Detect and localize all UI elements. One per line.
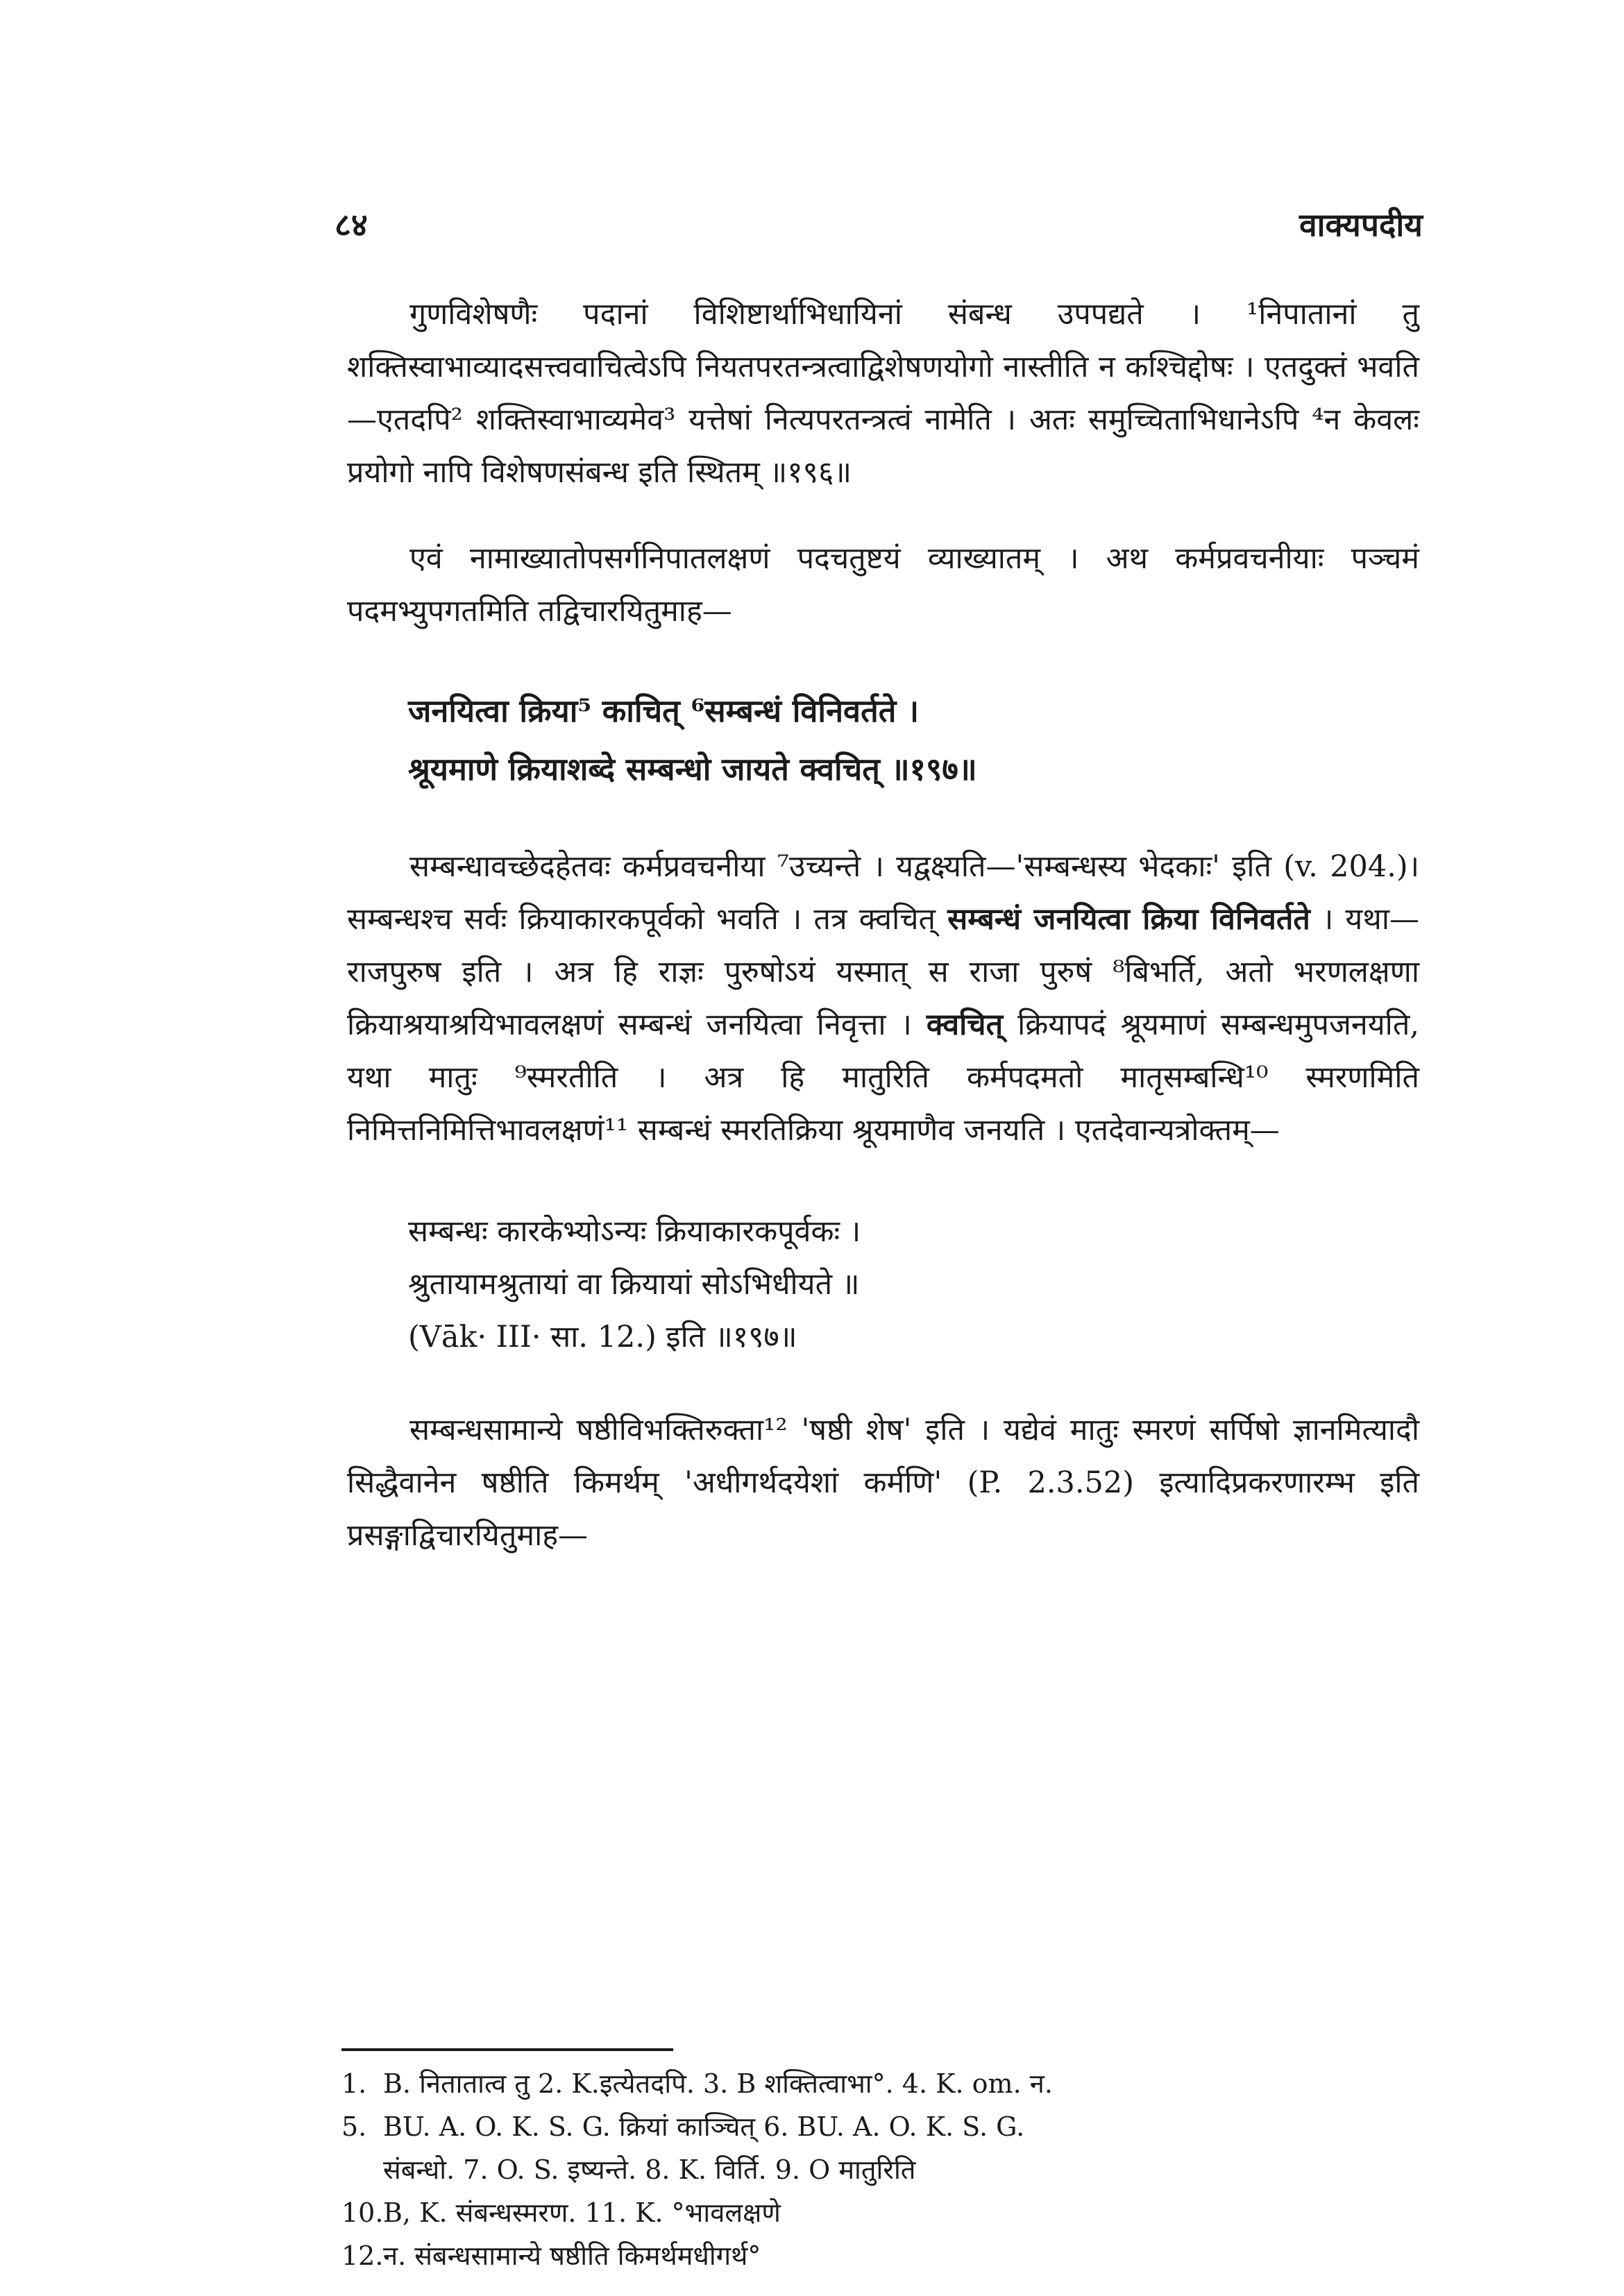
footnote-text: न. संबन्धसामान्ये षष्ठीति किमर्थमधीगर्थ°	[383, 2240, 761, 2271]
footnote-line	[341, 2234, 1424, 2277]
bold-quote: सम्बन्धं जनयित्वा क्रिया विनिवर्तते	[947, 902, 1310, 937]
footnote-text: संबन्धो. 7. O. S. इष्यन्ते. 8. K. विर्ति. 9. O मातुरिति	[383, 2154, 916, 2185]
footnote-line	[341, 2191, 1424, 2234]
running-title: वाक्यपदीय	[1299, 206, 1423, 244]
footnote-line	[341, 2148, 1424, 2191]
commentary-text: सम्बन्धावच्छेदहेतवः कर्मप्रवचनीया ⁷उच्यन्ते । यद्वक्ष्यति—'सम्बन्धस्य भेदकाः' इति (v. 204.)। सम्बन्धश्च सर्वः क्रियाकारकपूर्वको भवति । तत्र क्वचित्	[347, 849, 1419, 937]
commentary-text: क्रियापदं श्रूयमाणं सम्बन्धमुपजनयति, यथा मातुः ⁹स्मरतीति । अत्र हि मातुरिति कर्मपदमतो मातृसम्बन्धि¹⁰ स्मरणमिति निमित्तनिमित्तिभावलक्षणं¹¹ सम्बन्धं स्मरतिक्रिया श्रूयमाणैव जनयति । एतदेवान्यत्रोक्तम्—	[347, 1007, 1419, 1148]
footnote-text: B, K. संबन्धस्मरण. 11. K. °भावलक्षणे	[383, 2197, 781, 2228]
commentary-text: । यथा—राजपुरुष इति । अत्र हि राज्ञः पुरुषोऽयं यस्मात् स राजा पुरुषं ⁸बिभर्ति, अतो भरणलक्षणा क्रियाश्रयाश्रयिभावलक्षणं सम्बन्धं जनयित्वा निवृत्ता ।	[347, 902, 1419, 1042]
karika-197	[408, 682, 1419, 799]
footnote-number: 10.	[341, 2197, 384, 2228]
footnote-number: 1.	[341, 2068, 367, 2099]
paragraph-commentary-196: गुणविशेषणैः पदानां विशिष्टार्थाभिधायिनां संबन्ध उपपद्यते । ¹निपातानां तु शक्तिस्वाभाव्यादसत्त्ववाचित्वेऽपि नियतपरतन्त्रत्वाद्विशेषणयोगो नास्तीति न कश्चिद्दोषः । एतदुक्तं भवति—एतदपि² शक्तिस्वाभाव्यमेव³ यत्तेषां नित्यपरतन्त्रत्वं नामेति । अतः समुच्चिताभिधानेऽपि ⁴न केवलः प्रयोगो नापि विशेषणसंबन्ध इति स्थितम् ॥१९६॥	[347, 297, 1419, 490]
cited-line-2: श्रुतायामश्रुतायां वा क्रियायां सोऽभिधीयते ॥	[408, 1267, 860, 1302]
karika-line-1: जनयित्वा क्रिया⁵ काचित् ⁶सम्बन्धं विनिवर्तते ।	[408, 692, 920, 729]
cited-line-3: (Vāk· III· सा. 12.) इति ॥१९७॥	[408, 1320, 797, 1354]
paragraph-introduction: एवं नामाख्यातोपसर्गनिपातलक्षणं पदचतुष्टयं व्याख्यातम् । अथ कर्मप्रवचनीयाः पञ्चमं पदमभ्युपगतमिति तद्विचारयितुमाह—	[347, 541, 1419, 629]
footnotes	[341, 2062, 1424, 2277]
footnote-number: 12.	[341, 2240, 384, 2271]
page-number: ८४	[335, 206, 368, 244]
main-text	[347, 288, 1419, 1562]
page-header	[335, 203, 1423, 251]
footnote-line	[341, 2105, 1424, 2148]
bold-quote: क्वचित्	[926, 1007, 1004, 1042]
paragraph-commentary-197	[347, 840, 1419, 1157]
footnote-text: BU. A. O. K. S. G. क्रियां काञ्चित् 6. BU. A. O. K. S. G.	[383, 2111, 1025, 2142]
footnote-divider	[341, 2048, 673, 2051]
footnote-number: 5.	[341, 2111, 367, 2142]
cited-verse	[408, 1205, 1419, 1363]
paragraph-transition: सम्बन्धसामान्ये षष्ठीविभक्तिरुक्ता¹² 'षष्ठी शेष' इति । यद्येवं मातुः स्मरणं सर्पिषो ज्ञानमित्यादौ सिद्धैवानेन षष्ठीति किमर्थम् 'अधीगर्थदयेशां कर्मणि' (P. 2.3.52) इत्यादिप्रकरणारम्भ इति प्रसङ्गाद्विचारयितुमाह—	[347, 1413, 1419, 1553]
cited-line-1: सम्बन्धः कारकेभ्योऽन्यः क्रियाकारकपूर्वकः ।	[408, 1214, 861, 1249]
footnote-line	[341, 2062, 1424, 2105]
footnote-text: B. नितातात्व तु 2. K.इत्येतदपि. 3. B शक्तित्वाभा°. 4. K. om. न.	[383, 2068, 1053, 2099]
karika-line-2: श्रूयमाणे क्रियाशब्दे सम्बन्धो जायते क्वचित् ॥१९७॥	[408, 751, 977, 788]
